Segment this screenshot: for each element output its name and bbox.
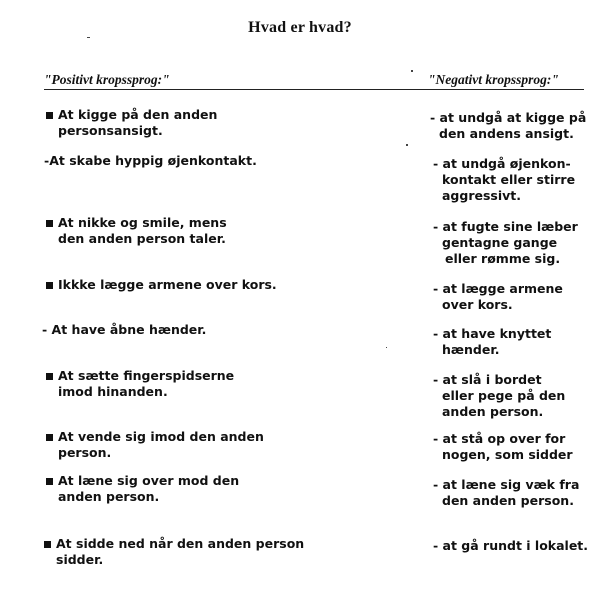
scan-speck [386, 347, 387, 348]
positive-item [58, 473, 239, 505]
positive-item [58, 215, 227, 247]
positive-item [58, 277, 277, 293]
square-bullet-icon [46, 282, 53, 289]
square-bullet-icon [46, 112, 53, 119]
negative-item-line: - at slå i bordet [433, 372, 542, 387]
negative-item-line: gentagne gange [442, 235, 558, 250]
positive-item-line: At sidde ned når den anden person [56, 536, 305, 551]
positive-item [58, 429, 264, 461]
negative-item-line: - at lægge armene [433, 281, 563, 296]
square-bullet-icon [46, 434, 53, 441]
scan-speck [87, 37, 90, 38]
negative-item-line: - at gå rundt i lokalet. [433, 538, 589, 553]
scan-speck [411, 70, 413, 72]
negative-item-line: kontakt eller stirre [442, 172, 576, 187]
negative-item-line: - at læne sig væk fra [433, 477, 580, 492]
positive-item-line: person. [58, 445, 112, 460]
negative-column-header: "Negativt kropssprog:" [428, 72, 559, 87]
positive-item-line: anden person. [58, 489, 160, 504]
negative-item [433, 477, 579, 509]
negative-item [433, 431, 573, 463]
square-bullet-icon [46, 373, 53, 380]
negative-item-line: den anden person. [442, 493, 574, 508]
negative-item-line: - at fugte sine læber [433, 219, 578, 234]
positive-item-line: At læne sig over mod den [58, 473, 240, 488]
positive-item [56, 536, 304, 568]
negative-item [433, 326, 551, 358]
positive-item [58, 368, 234, 400]
positive-item-line: At vende sig imod den anden [58, 429, 264, 444]
negative-item [430, 110, 586, 142]
negative-item [433, 281, 563, 313]
square-bullet-icon [44, 541, 51, 548]
negative-item-line: eller rømme sig. [445, 251, 561, 266]
square-bullet-icon [46, 478, 53, 485]
positive-item-line: imod hinanden. [58, 384, 168, 399]
negative-item-line: nogen, som sidder [442, 447, 573, 462]
page-title: Hvad er hvad? [248, 19, 352, 36]
positive-item-line: personsansigt. [58, 123, 163, 138]
negative-item-line: - at stå op over for [433, 431, 566, 446]
negative-item [433, 156, 575, 204]
positive-column-header: "Positivt kropssprog:" [44, 72, 170, 87]
negative-item [433, 219, 578, 267]
negative-item-line: aggressivt. [442, 188, 522, 203]
positive-item-line: At sætte fingerspidserne [58, 368, 235, 383]
positive-item-line: - At have åbne hænder. [42, 322, 207, 337]
negative-item-line: den andens ansigt. [439, 126, 574, 141]
negative-item-line: over kors. [442, 297, 513, 312]
positive-item [42, 322, 206, 338]
positive-item-line: den anden person taler. [58, 231, 226, 246]
positive-item-line: sidder. [56, 552, 104, 567]
negative-item-line: anden person. [442, 404, 544, 419]
positive-item [44, 153, 257, 169]
negative-item [433, 538, 588, 554]
negative-item-line: - at undgå at kigge på [430, 110, 587, 125]
negative-item-line: - at undgå øjenkon- [433, 156, 571, 171]
square-bullet-icon [46, 220, 53, 227]
positive-item-line: Ikkke lægge armene over kors. [58, 277, 277, 292]
negative-item-line: hænder. [442, 342, 500, 357]
positive-item-line: -At skabe hyppig øjenkontakt. [44, 153, 257, 168]
positive-item [58, 107, 217, 139]
positive-item-line: At nikke og smile, mens [58, 215, 227, 230]
negative-item [433, 372, 565, 420]
positive-item-line: At kigge på den anden [58, 107, 218, 122]
scan-speck [406, 144, 408, 146]
negative-item-line: eller pege på den [442, 388, 566, 403]
header-underline [44, 89, 584, 90]
negative-item-line: - at have knyttet [433, 326, 552, 341]
